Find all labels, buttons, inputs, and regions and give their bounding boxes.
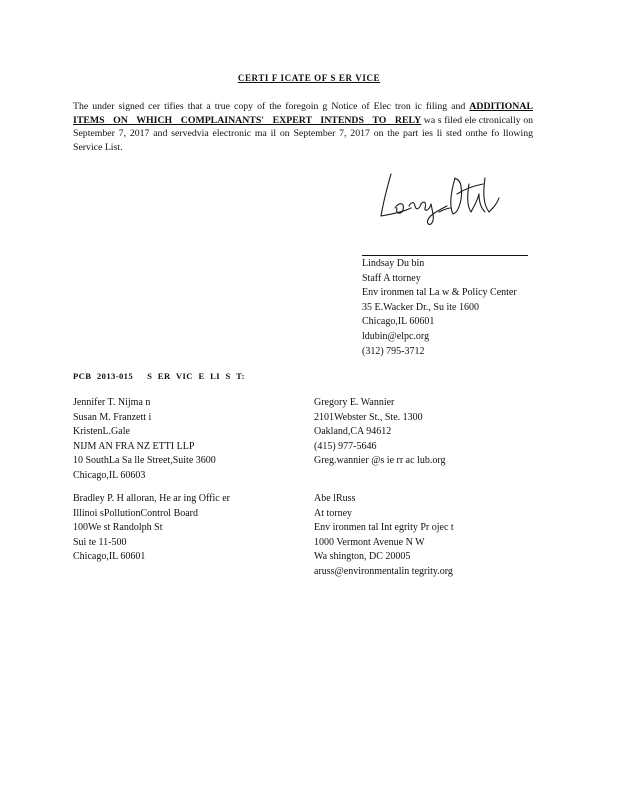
signature-line bbox=[362, 255, 528, 256]
party-line: 2101Webster St., Ste. 1300 bbox=[314, 411, 423, 423]
party-line: 1000 Vermont Avenue N W bbox=[314, 536, 425, 548]
party-line: Env ironmen tal Int egrity Pr ojec t bbox=[314, 522, 454, 534]
party-line: Chicago,IL 60601 bbox=[73, 551, 146, 563]
party-line: NIJM AN FRA NZ ETTI LLP bbox=[73, 440, 195, 452]
party-line: aruss@environmentalin tegrity.org bbox=[314, 565, 453, 577]
party-line: Susan M. Franzett i bbox=[73, 411, 152, 423]
service-list-label: S ER VIC E LI S T: bbox=[147, 371, 245, 381]
intro-text-after: wa s filed ele ctronically on September 7, 2017 and servedvia electronic ma il on September 7, 2017 on the part ies li sted onthe fo llowing Service List. bbox=[73, 114, 533, 153]
intro-text-before: The under signed cer tifies that a true copy of the foregoin g Notice of Elec tron ic filing and bbox=[73, 101, 470, 112]
party-line: Greg.wannier @s ie rr ac lub.org bbox=[314, 455, 446, 467]
party-line: 10 SouthLa Sa lle Street,Suite 3600 bbox=[73, 455, 216, 467]
party-line: 100We st Randolph St bbox=[73, 522, 163, 534]
party-line: Wa shington, DC 20005 bbox=[314, 551, 411, 563]
signer-street: 35 E.Wacker Dr., Su ite 1600 bbox=[362, 301, 479, 313]
party-line: Abe lRuss bbox=[314, 493, 356, 504]
intro-filing-title: ADDITIONAL ITEMS ON WHICH COMPLAINANTS' EXPERT INTENDS TO RELY bbox=[73, 101, 533, 126]
party-address-wannier bbox=[314, 396, 445, 469]
party-line: Sui te 11-500 bbox=[73, 536, 127, 548]
certification-paragraph bbox=[73, 100, 533, 154]
party-address-halloran bbox=[73, 492, 230, 565]
signer-name: Lindsay Du bin bbox=[362, 258, 425, 269]
signer-title: Staff A ttorney bbox=[362, 272, 421, 284]
signer-block bbox=[362, 257, 517, 359]
party-line: (415) 977-5646 bbox=[314, 440, 377, 452]
party-line: Oakland,CA 94612 bbox=[314, 426, 392, 438]
party-address-russ bbox=[314, 492, 454, 580]
party-line: Bradley P. H alloran, He ar ing Offic er bbox=[73, 493, 230, 504]
signer-city: Chicago,IL 60601 bbox=[362, 316, 435, 328]
party-line: Illinoi sPollutionControl Board bbox=[73, 507, 199, 519]
party-line: Jennifer T. Nijma n bbox=[73, 397, 151, 408]
party-line: At torney bbox=[314, 507, 353, 519]
case-number: PCB 2013-015 bbox=[73, 371, 134, 381]
service-list-heading bbox=[73, 371, 259, 381]
signer-organization: Env ironmen tal La w & Policy Center bbox=[362, 287, 517, 299]
party-address-nijman bbox=[73, 396, 216, 484]
party-line: Chicago,IL 60603 bbox=[73, 469, 146, 481]
handwritten-signature bbox=[373, 168, 503, 230]
party-line: Gregory E. Wannier bbox=[314, 397, 395, 408]
party-line: KristenL.Gale bbox=[73, 426, 130, 438]
signer-email: ldubin@elpc.org bbox=[362, 330, 430, 342]
title-text: CERTI F ICATE OF S ER VICE bbox=[237, 73, 381, 83]
signer-phone: (312) 795-3712 bbox=[362, 345, 425, 357]
document-title bbox=[0, 73, 618, 83]
